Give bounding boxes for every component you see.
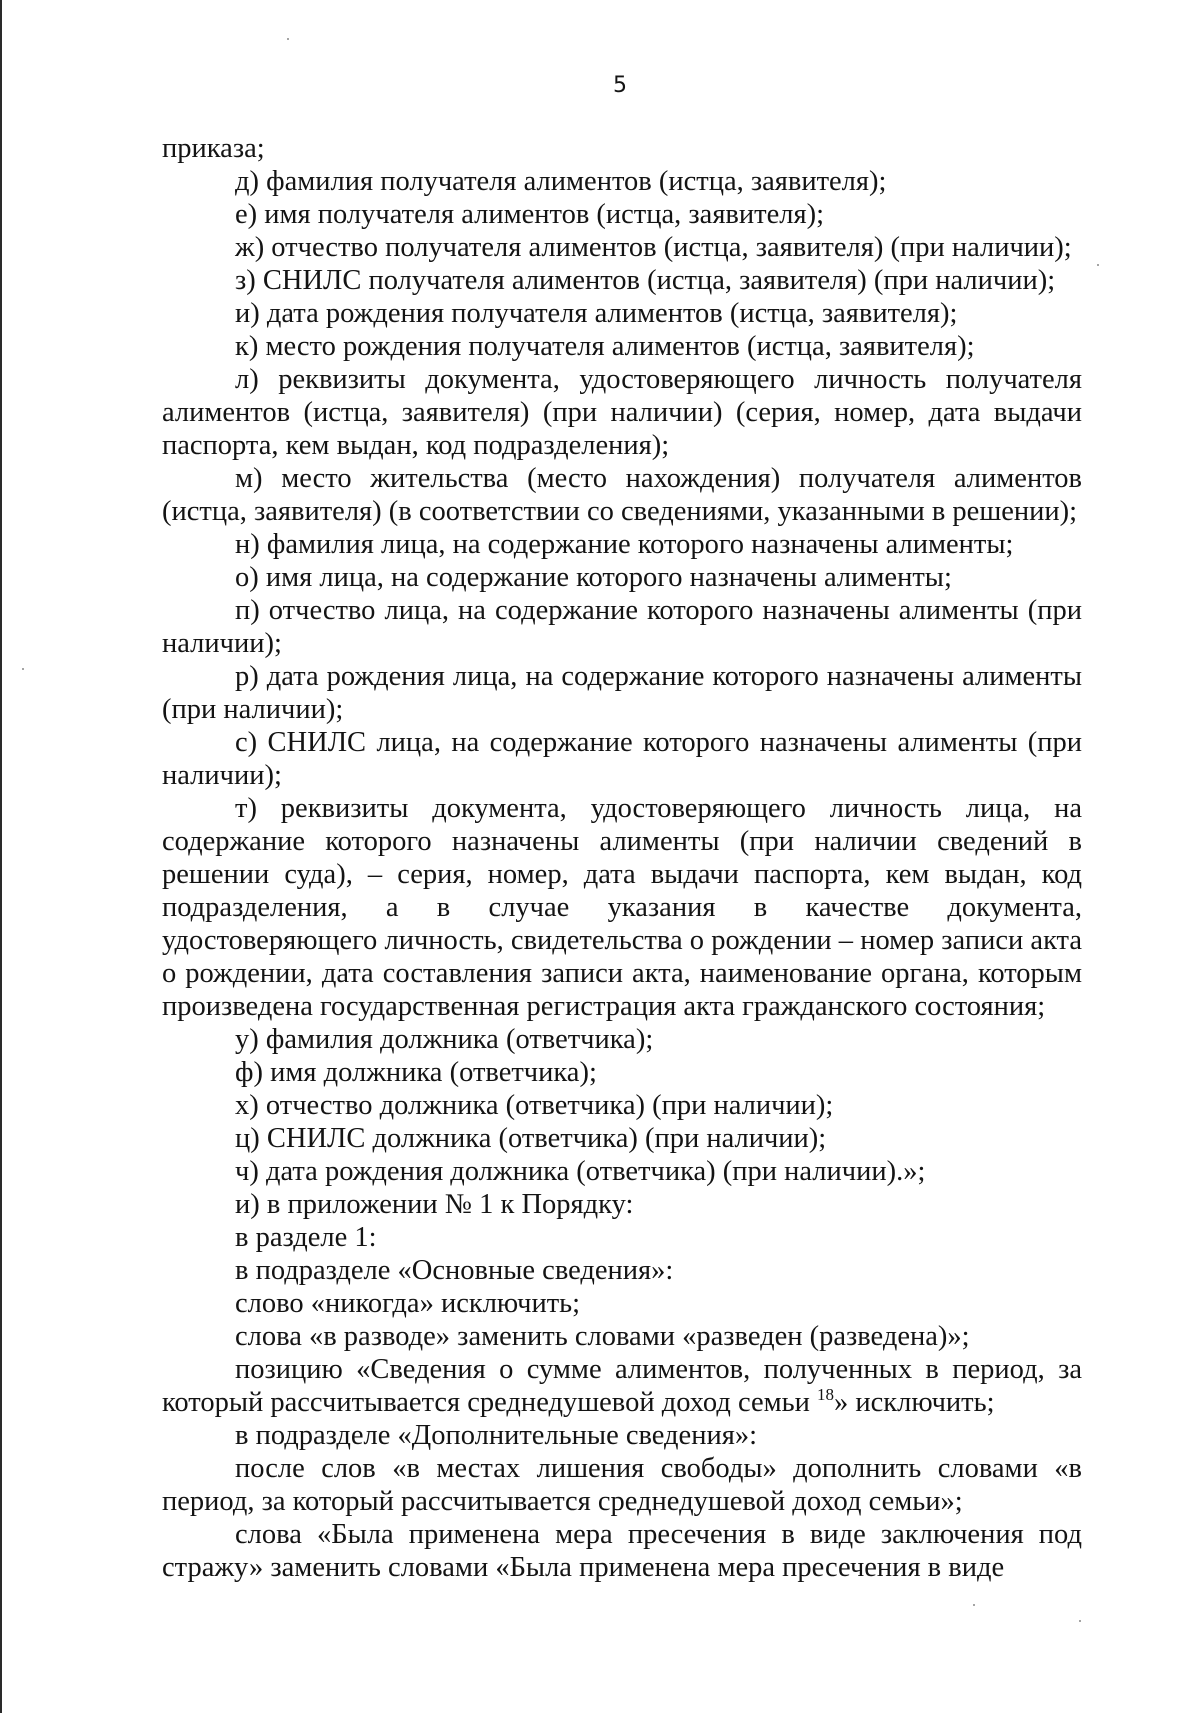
scan-speck (1079, 1620, 1081, 1622)
paragraph-text: р) дата рождения лица, на содержание которого назначены алименты (при наличии); (162, 661, 1082, 725)
paragraph (162, 726, 1082, 792)
paragraph-text: т) реквизиты документа, удостоверяющего личность лица, на содержание которого назначены алименты (при наличии сведений в решении суда), – серия, номер, дата выдачи паспорта, кем выдан, код подразделения, а в случае указания в качестве документа, удостоверяющего личность, свидетельства о рождении – номер записи акта о рождении, дата составления записи акта, наименование органа, которым произведена государственная регистрация акта гражданского состояния; (162, 793, 1082, 1022)
paragraph (162, 561, 1082, 594)
footnote-reference: 18 (817, 1385, 835, 1404)
paragraph (162, 792, 1082, 1023)
paragraph (162, 1056, 1082, 1089)
paragraph (162, 330, 1082, 363)
paragraph (162, 1188, 1082, 1221)
paragraph-text: у) фамилия должника (ответчика); (235, 1024, 654, 1055)
scan-edge (0, 0, 2, 1713)
paragraph-text: слова «в разводе» заменить словами «разведен (разведена)»; (235, 1321, 970, 1352)
paragraph (162, 1518, 1082, 1584)
paragraph-text: с) СНИЛС лица, на содержание которого назначены алименты (при наличии); (162, 727, 1082, 791)
scan-speck (973, 1604, 975, 1606)
paragraph-text: и) дата рождения получателя алиментов (истца, заявителя); (235, 298, 958, 329)
paragraph-text: м) место жительства (место нахождения) получателя алиментов (истца, заявителя) (в соответствии со сведениями, указанными в решении); (162, 463, 1082, 527)
scan-speck (287, 38, 289, 40)
document-body (162, 132, 1082, 1584)
paragraph-text: позицию «Сведения о сумме алиментов, полученных в период, за который рассчитывается среднедушевой доход семьи (162, 1354, 1082, 1418)
paragraph-text: к) место рождения получателя алиментов (истца, заявителя); (235, 331, 975, 362)
paragraph (162, 264, 1082, 297)
paragraph (162, 132, 1082, 165)
paragraph (162, 1122, 1082, 1155)
scan-speck (1097, 264, 1099, 266)
paragraph-text: после слов «в местах лишения свободы» дополнить словами «в период, за который рассчитывается среднедушевой доход семьи»; (162, 1453, 1082, 1517)
paragraph-text: л) реквизиты документа, удостоверяющего личность получателя алиментов (истца, заявителя) (при наличии) (серия, номер, дата выдачи паспорта, кем выдан, код подразделения); (162, 364, 1082, 461)
paragraph (162, 165, 1082, 198)
paragraph (162, 1320, 1082, 1353)
paragraph (162, 363, 1082, 462)
paragraph-text: в подразделе «Дополнительные сведения»: (235, 1420, 757, 1451)
paragraph-text: приказа; (162, 133, 265, 164)
paragraph-text: о) имя лица, на содержание которого назначены алименты; (235, 562, 952, 593)
paragraph-text: з) СНИЛС получателя алиментов (истца, заявителя) (при наличии); (235, 265, 1056, 296)
paragraph-text: ц) СНИЛС должника (ответчика) (при наличии); (235, 1123, 827, 1154)
paragraph-text-tail: » исключить; (834, 1387, 995, 1418)
paragraph (162, 198, 1082, 231)
paragraph-text: д) фамилия получателя алиментов (истца, заявителя); (235, 166, 887, 197)
paragraph (162, 594, 1082, 660)
paragraph (162, 1353, 1082, 1419)
paragraph-text: слово «никогда» исключить; (235, 1288, 581, 1319)
paragraph-text: и) в приложении № 1 к Порядку: (235, 1189, 634, 1220)
paragraph (162, 1254, 1082, 1287)
paragraph-text: п) отчество лица, на содержание которого назначены алименты (при наличии); (162, 595, 1082, 659)
paragraph (162, 231, 1082, 264)
paragraph-text: в разделе 1: (235, 1222, 377, 1253)
paragraph-text: ф) имя должника (ответчика); (235, 1057, 597, 1088)
scan-speck (22, 668, 24, 670)
paragraph (162, 1287, 1082, 1320)
paragraph (162, 462, 1082, 528)
paragraph (162, 660, 1082, 726)
paragraph-text: в подразделе «Основные сведения»: (235, 1255, 674, 1286)
paragraph-text: н) фамилия лица, на содержание которого назначены алименты; (235, 529, 1014, 560)
paragraph-text: е) имя получателя алиментов (истца, заявителя); (235, 199, 824, 230)
paragraph (162, 1452, 1082, 1518)
paragraph-text: ж) отчество получателя алиментов (истца, заявителя) (при наличии); (235, 232, 1072, 263)
paragraph (162, 528, 1082, 561)
paragraph (162, 1419, 1082, 1452)
paragraph (162, 1089, 1082, 1122)
paragraph (162, 1023, 1082, 1056)
paragraph-text: ч) дата рождения должника (ответчика) (при наличии).»; (235, 1156, 926, 1187)
paragraph (162, 1221, 1082, 1254)
page-number: 5 (613, 73, 627, 98)
paragraph-text: х) отчество должника (ответчика) (при наличии); (235, 1090, 834, 1121)
paragraph (162, 1155, 1082, 1188)
paragraph (162, 297, 1082, 330)
paragraph-text: слова «Была применена мера пресечения в виде заключения под стражу» заменить словами «Была применена мера пресечения в виде (162, 1519, 1082, 1583)
